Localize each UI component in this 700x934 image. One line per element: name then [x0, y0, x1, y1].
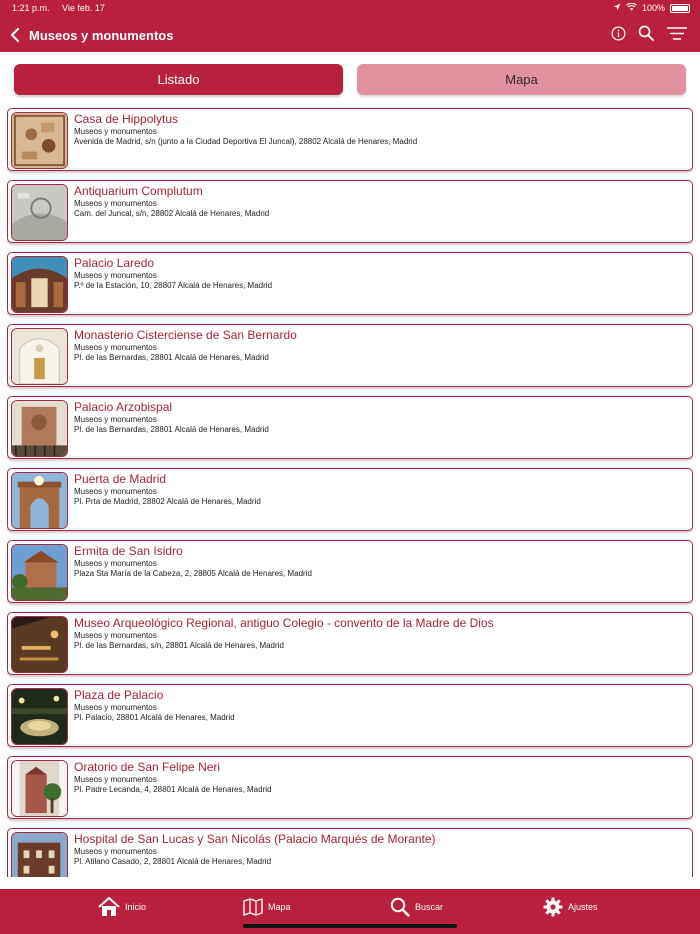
item-address: Pl. de las Bernardas, s/n, 28801 Alcalá de Henares, Madrid — [74, 641, 284, 650]
battery-icon — [670, 4, 690, 13]
segment-map-label: Mapa — [505, 72, 538, 87]
item-title: Palacio Laredo — [74, 256, 155, 270]
tab-settings[interactable] — [543, 895, 598, 919]
item-thumbnail — [11, 688, 68, 745]
item-category: Museos y monumentos — [74, 343, 157, 352]
item-category: Museos y monumentos — [74, 559, 157, 568]
item-category: Museos y monumentos — [74, 487, 157, 496]
list-item[interactable] — [7, 684, 693, 747]
segment-list[interactable] — [14, 64, 343, 95]
places-list[interactable] — [7, 108, 693, 877]
item-thumbnail — [11, 256, 68, 313]
item-thumbnail — [11, 832, 68, 877]
segment-map[interactable] — [357, 64, 686, 95]
gear-icon — [543, 897, 563, 917]
item-address: P.º de la Estación, 10, 28807 Alcalá de Henares, Madrid — [74, 281, 273, 290]
item-category: Museos y monumentos — [74, 847, 157, 856]
status-date: Vie feb. 17 — [62, 3, 105, 13]
item-thumbnail — [11, 184, 68, 241]
chevron-left-icon — [10, 27, 20, 43]
status-bar — [0, 0, 700, 18]
item-title: Casa de Hippolytus — [74, 112, 179, 126]
home-indicator — [243, 924, 457, 928]
segment-list-label: Listado — [157, 72, 200, 87]
item-category: Museos y monumentos — [74, 775, 157, 784]
list-item[interactable] — [7, 324, 693, 387]
item-title: Antiquarium Complutum — [74, 184, 203, 198]
item-address: Pl. Atilano Casado, 2, 28801 Alcalá de Henares, Madrid — [74, 857, 272, 866]
item-thumbnail — [11, 328, 68, 385]
item-thumbnail — [11, 472, 68, 529]
list-item[interactable] — [7, 540, 693, 603]
search-icon — [390, 897, 410, 917]
item-address: Pl. Padre Lecanda, 4, 28801 Alcalá de Henares, Madrid — [74, 785, 272, 794]
item-address: Plaza Sta María de la Cabeza, 2, 28805 Alcalá de Henares, Madrid — [74, 569, 312, 578]
item-title: Plaza de Palacio — [74, 688, 164, 702]
status-time: 1:21 p.m. — [12, 3, 50, 13]
list-item[interactable] — [7, 828, 693, 877]
item-title: Hospital de San Lucas y San Nicolás (Palacio Marqués de Morante) — [74, 832, 436, 846]
item-category: Museos y monumentos — [74, 415, 157, 424]
item-thumbnail — [11, 112, 68, 169]
item-category: Museos y monumentos — [74, 271, 157, 280]
list-item[interactable] — [7, 252, 693, 315]
list-item[interactable] — [7, 396, 693, 459]
list-item[interactable] — [7, 612, 693, 675]
item-address: Pl. Palacio, 28801 Alcalá de Henares, Madrid — [74, 713, 235, 722]
item-title: Monasterio Cisterciense de San Bernardo — [74, 328, 297, 342]
item-thumbnail — [11, 616, 68, 673]
tab-search-label: Buscar — [415, 902, 444, 912]
page-title: Museos y monumentos — [29, 28, 174, 43]
item-address: Pl. de las Bernardas, 28801 Alcalá de Henares, Madrid — [74, 353, 269, 362]
item-address: Pl. Prta de Madrid, 28802 Alcalá de Henares, Madrid — [74, 497, 261, 506]
back-button[interactable] — [6, 24, 24, 46]
item-category: Museos y monumentos — [74, 631, 157, 640]
filter-icon — [666, 26, 688, 41]
item-thumbnail — [11, 544, 68, 601]
list-item[interactable] — [7, 108, 693, 171]
item-category: Museos y monumentos — [74, 127, 157, 136]
nav-bar — [0, 18, 700, 52]
item-address: Avenida de Madrid, s/n (junto a la Ciudad Deportiva El Juncal), 28802 Alcalá de Henares, Madrid — [74, 137, 418, 146]
battery-percent: 100% — [641, 3, 665, 13]
item-title: Palacio Arzobispal — [74, 400, 173, 414]
list-item[interactable] — [7, 468, 693, 531]
wifi-icon — [626, 3, 637, 13]
filter-button[interactable] — [666, 26, 688, 41]
item-title: Puerta de Madrid — [74, 472, 167, 486]
item-category: Museos y monumentos — [74, 199, 157, 208]
info-button[interactable] — [611, 26, 626, 41]
item-title: Oratorio de San Felipe Neri — [74, 760, 221, 774]
home-icon — [98, 897, 120, 917]
tab-search[interactable] — [390, 895, 443, 919]
info-icon — [611, 26, 626, 41]
item-thumbnail — [11, 760, 68, 817]
list-item[interactable] — [7, 180, 693, 243]
search-icon — [638, 25, 654, 41]
map-icon — [243, 897, 263, 917]
item-address: Pl. de las Bernardas, 28801 Alcalá de Henares, Madrid — [74, 425, 269, 434]
tab-home-label: Inicio — [125, 902, 147, 912]
item-address: Cam. del Juncal, s/n, 28802 Alcalá de Henares, Madrid — [74, 209, 270, 218]
tab-settings-label: Ajustes — [568, 902, 598, 912]
item-title: Museo Arqueológico Regional, antiguo Colegio - convento de la Madre de Dios — [74, 616, 494, 630]
item-thumbnail — [11, 400, 68, 457]
tab-map-label: Mapa — [268, 902, 291, 912]
tab-map[interactable] — [243, 895, 291, 919]
location-icon — [613, 3, 621, 13]
tab-home[interactable] — [98, 895, 146, 919]
item-title: Ermita de San Isidro — [74, 544, 183, 558]
item-category: Museos y monumentos — [74, 703, 157, 712]
search-button[interactable] — [638, 25, 654, 41]
list-item[interactable] — [7, 756, 693, 819]
